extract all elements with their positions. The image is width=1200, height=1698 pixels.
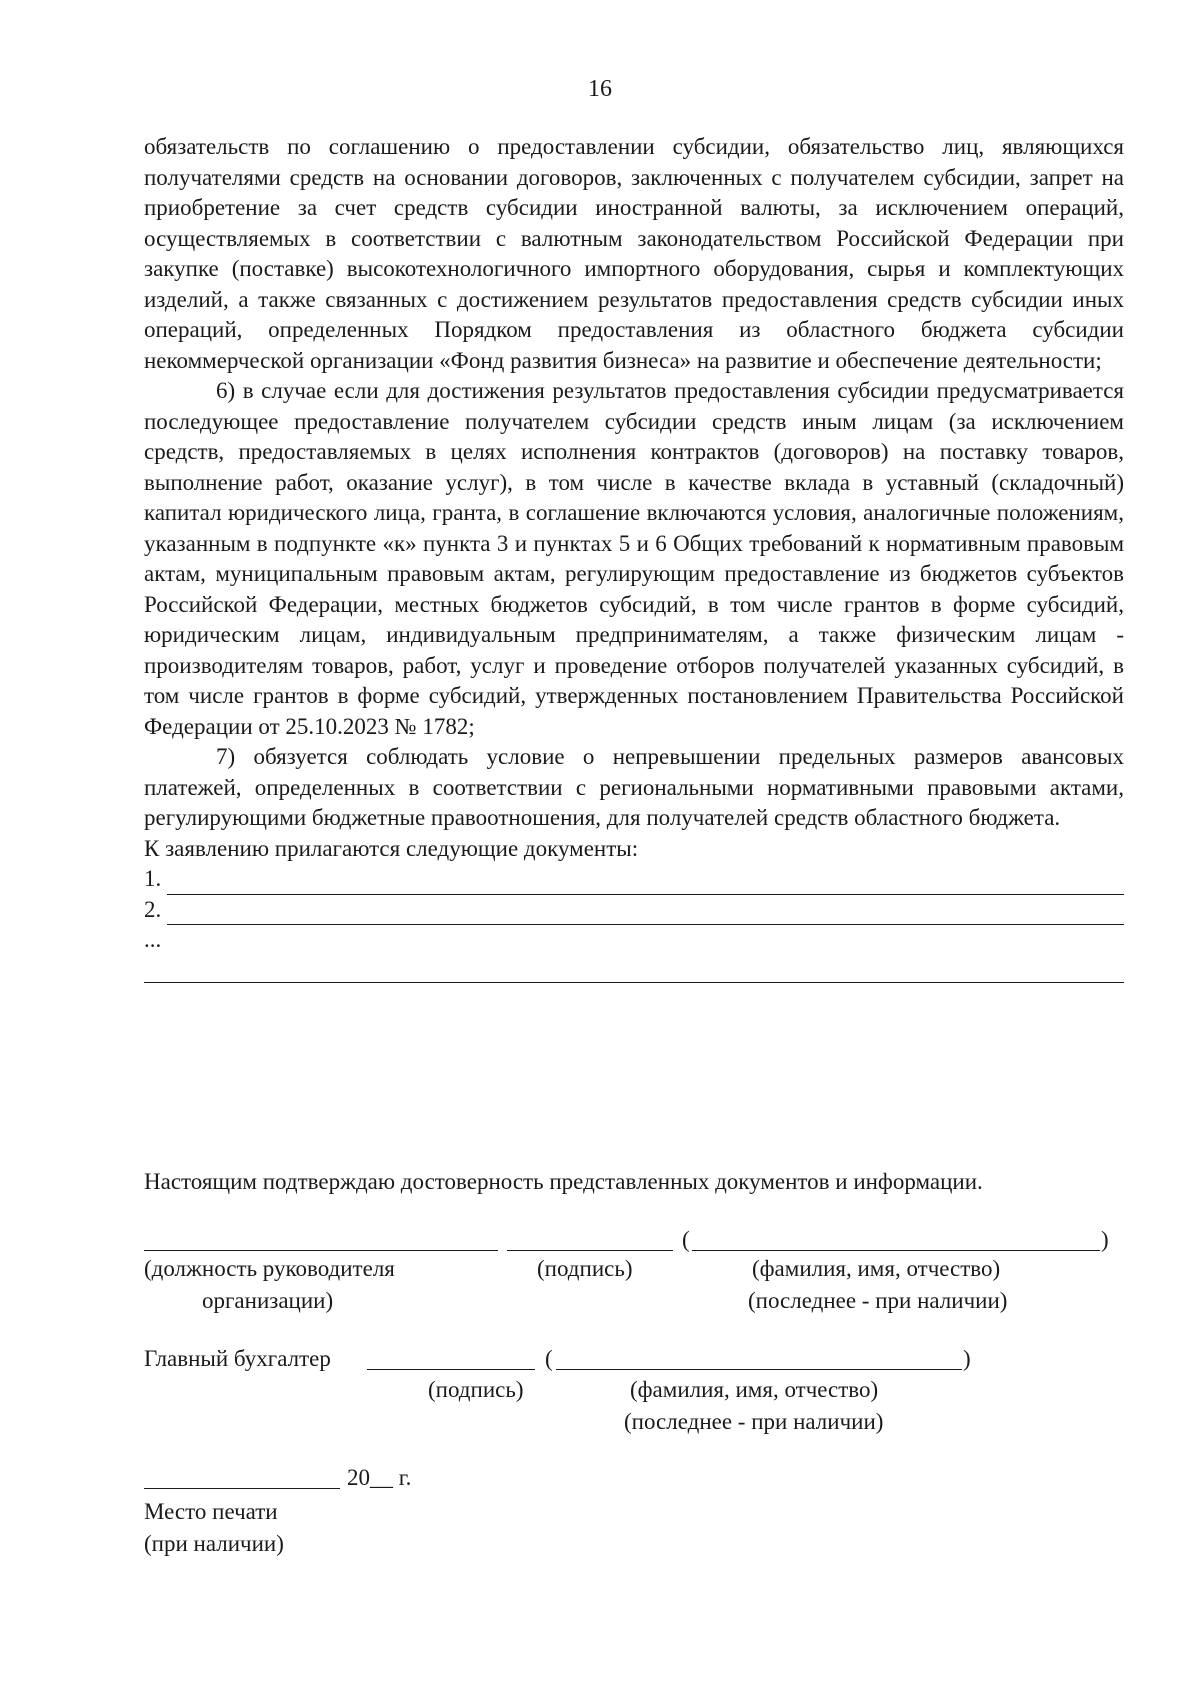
- date-fill-line: [144, 1488, 340, 1489]
- name-open-paren: (: [682, 1227, 690, 1252]
- attachment-ellipsis-line: [144, 925, 1124, 956]
- attachment-line-2: [144, 895, 1124, 926]
- paragraph-item-7: 7) обязуется соблюдать условие о непревышении предельных размеров авансовых платежей, определенных в соответствии с региональными нормативными правовыми актами, регулирующими бюджетные правоотношения, для получателей средств областного бюджета.: [144, 744, 1124, 830]
- position-caption-continued: организации): [202, 1288, 334, 1313]
- name-fill-line: [692, 1250, 1100, 1251]
- name-caption: (фамилия, имя, отчество): [752, 1256, 1001, 1281]
- stamp-label: Место печати: [144, 1499, 278, 1524]
- accountant-label: Главный бухгалтер: [144, 1346, 331, 1371]
- attachment-fill-line: [167, 904, 1124, 925]
- stamp-note: (при наличии): [144, 1531, 284, 1556]
- accountant-name-fill-line: [556, 1369, 962, 1370]
- attachment-fill-line-extra: [144, 956, 1124, 983]
- accountant-open-paren: (: [545, 1346, 553, 1371]
- name-caption-note: (последнее - при наличии): [748, 1288, 1008, 1313]
- paragraph-obligations: обязательств по соглашению о предоставлении субсидии, обязательство лиц, являющихся получателями средств на основании договоров, заключенных с получателем субсидии, запрет на приобретение за счет средств субсидии иностранной валюты, за исключением операций, осуществляемых в соответствии с валютным законодательством Российской Федерации при закупке (поставке) высокотехнологичного импортного оборудования, сырья и комплектующих изделий, а также связанных с достижением результатов предоставления средств субсидии иных операций, определенных Порядком предоставления из областного бюджета субсидии некоммерческой организации «Фонд развития бизнеса» на развитие и обеспечение деятельности;: [144, 134, 1124, 373]
- attachment-number: 1.: [144, 866, 162, 891]
- signature-fill-line: [507, 1250, 673, 1251]
- attachments-intro: К заявлению прилагаются следующие документы:: [144, 835, 639, 861]
- accountant-signature-caption: (подпись): [428, 1377, 524, 1402]
- accountant-close-paren: ): [963, 1346, 971, 1371]
- attachment-number: 2.: [144, 896, 162, 922]
- body-text: [144, 132, 1124, 983]
- confirmation-text: Настоящим подтверждаю достоверность представленных документов и информации.: [144, 1169, 983, 1194]
- date-year: 20__ г.: [347, 1465, 412, 1490]
- accountant-name-caption-note: (последнее - при наличии): [624, 1409, 884, 1434]
- position-fill-line: [144, 1250, 498, 1251]
- attachment-line-1: [144, 864, 1124, 895]
- page-number: 16: [588, 76, 612, 102]
- accountant-signature-fill-line: [367, 1369, 535, 1370]
- signature-caption: (подпись): [537, 1256, 633, 1281]
- attachment-fill-line: [167, 874, 1124, 895]
- position-caption: (должность руководителя: [144, 1256, 395, 1281]
- paragraph-item-6: 6) в случае если для достижения результатов предоставления субсидии предусматривается последующее предоставление получателем субсидии средств иным лицам (за исключением средств, предоставляемых в целях исполнения контрактов (договоров) на поставку товаров, выполнение работ, оказание услуг), в том числе в качестве вклада в уставный (складочный) капитал юридического лица, гранта, в соглашение включаются условия, аналогичные положениям, указанным в подпункте «к» пункта 3 и пунктах 5 и 6 Общих требований к нормативным правовым актам, муниципальным правовым актам, регулирующим предоставление из бюджетов субъектов Российской Федерации, местных бюджетов субсидий, в том числе грантов в форме субсидий, юридическим лицам, индивидуальным предпринимателям, а также физическим лицам - производителям товаров, работ, услуг и проведение отборов получателей указанных субсидий, в том числе грантов в форме субсидий, утвержденных постановлением Правительства Российской Федерации от 25.10.2023 № 1782;: [144, 378, 1124, 739]
- name-close-paren: ): [1101, 1227, 1109, 1252]
- attachment-ellipsis: ...: [144, 927, 162, 952]
- accountant-name-caption: (фамилия, имя, отчество): [630, 1377, 879, 1402]
